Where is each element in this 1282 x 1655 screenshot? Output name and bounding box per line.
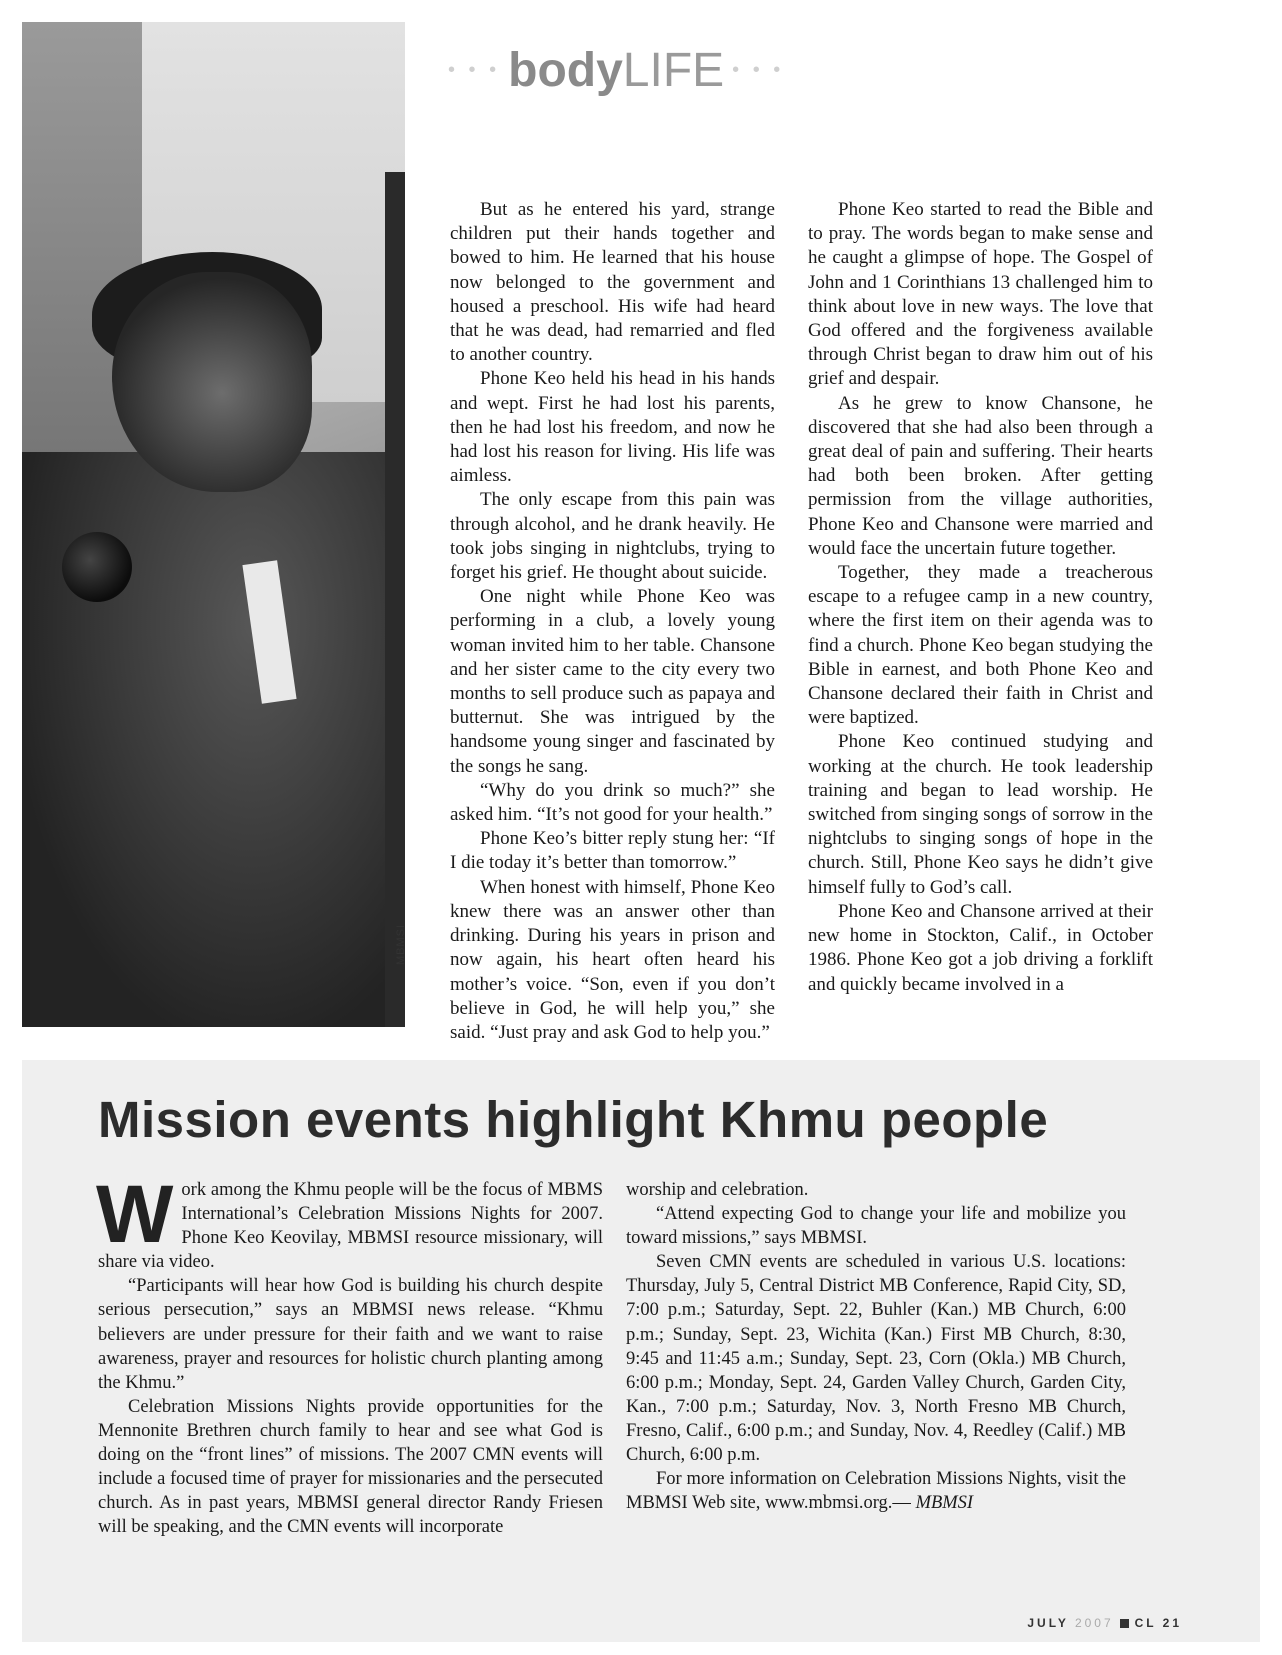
section-header	[440, 40, 792, 100]
paragraph: Phone Keo’s bitter reply stung her: “If I die today it’s better than tomorrow.”	[450, 828, 775, 874]
first-paragraph-text: ork among the Khmu people will be the focus of MBMS International’s Celebration Missions Nights for 2007. Phone Keo Keovilay, MBMSI resource missionary, will share via video.	[98, 1180, 603, 1273]
drop-cap: W	[96, 1169, 174, 1260]
paragraph: Seven CMN events are scheduled in various U.S. locations: Thursday, July 5, Central District MB Conference, Rapid City, SD, 7:00 p.m.; Saturday, Sept. 22, Buhler (Kan.) MB Church, 6:00 p.m.; Sunday, Sept. 23, Wichita (Kan.) First MB Church, 8:30, 9:45 and 11:45 a.m.; Sunday, Sept. 23, Corn (Okla.) MB Church, 6:00 p.m.; Monday, Sept. 24, Garden Valley Church, Garden City, Kan., 7:00 p.m.; Saturday, Nov. 3, North Fresno MB Church, Fresno, Calif., 6:00 p.m.; and Sunday, Nov. 4, Reedley (Calif.) MB Church, 6:00 p.m.	[626, 1252, 1126, 1466]
signature: MBMSI	[915, 1493, 974, 1514]
sidebar-column-2	[626, 1178, 1126, 1515]
header-body: body	[508, 43, 623, 97]
paragraph: As he grew to know Chansone, he discovered that she had also been through a great deal of pain and suffering. Their hearts had both been broken. After getting permission from the village authorities, Phone Keo and Chansone were married and would face the uncertain future together.	[808, 392, 1153, 559]
paragraph-last	[626, 1467, 1126, 1515]
microphone-shape	[62, 532, 132, 602]
paragraph: Phone Keo continued studying and working at the church. He took leadership training and began to lead worship. He switched from singing songs of sorrow in the nightclubs to singing songs of hope in the church. Still, Phone Keo says he didn’t give himself fully to God’s call.	[808, 731, 1153, 898]
paragraph: Phone Keo held his head in his hands and wept. First he had lost his parents, then he had lost his freedom, and now he had lost his reason for living. His life was aimless.	[450, 368, 775, 487]
paragraph: The only escape from this pain was through alcohol, and he drank heavily. He took jobs singing in nightclubs, trying to forget his grief. He thought about suicide.	[450, 489, 775, 584]
paragraph: Phone Keo and Chansone arrived at their new home in Stockton, Calif., in October 1986. Phone Keo got a job driving a forklift and quickly became involved in a	[808, 900, 1153, 995]
page-footer	[1027, 1616, 1182, 1630]
header-life: LIFE	[622, 43, 725, 97]
square-icon	[1120, 1619, 1129, 1628]
sidebar-column-1	[96, 1169, 603, 1539]
header-dots-left: • • •	[448, 58, 501, 81]
paragraph: Phone Keo started to read the Bible and to pray. The words began to make sense and he caught a glimpse of hope. The Gospel of John and 1 Corinthians 13 challenged him to think about love in new ways. The love that God offered and the forgiveness available through Christ began to draw him out of his grief and despair.	[808, 199, 1153, 390]
paragraph: Celebration Missions Nights provide opportunities for the Mennonite Brethren church family to hear and see what God is doing on the “front lines” of missions. The 2007 CMN events will include a focused time of prayer for missionaries and the persecuted church. As in past years, MBMSI general director Randy Friesen will be speaking, and the CMN events will incorporate	[98, 1396, 603, 1538]
paragraph: “Attend expecting God to change your life and mobilize you toward missions,” says MBMSI.	[626, 1204, 1126, 1249]
paragraph: Together, they made a treacherous escape to a refugee camp in a new country, where the first item on their agenda was to find a church. Phone Keo began studying the Bible in earnest, and both Phone Keo and Chansone declared their faith in Christ and were baptized.	[808, 562, 1153, 729]
paragraph: One night while Phone Keo was performing in a club, a lovely young woman invited him to her table. Chansone and her sister came to the city every two months to sell produce such as papaya and butternut. She was intrigued by the handsome young singer and fascinated by the songs he sang.	[450, 586, 775, 777]
article-column-2	[808, 198, 1153, 997]
sidebar-first-paragraph	[96, 1169, 603, 1274]
page-number: 21	[1162, 1616, 1182, 1630]
paragraph: “Participants will hear how God is building his church despite serious persecution,” says an MBMSI news release. “Khmu believers are under pressure for their faith and we want to raise awareness, prayer and resources for holistic church planting among the Khmu.”	[98, 1276, 603, 1393]
paragraph: When honest with himself, Phone Keo knew there was an answer other than drinking. During his years in prison and now again, his heart often heard his mother’s voice. “Son, even if you don’t believe in God, he will help you,” she said. “Just pray and ask God to help you.”	[450, 876, 775, 1043]
header-dots-right: • • •	[732, 58, 785, 81]
last-paragraph-text: For more information on Celebration Missions Nights, visit the MBMSI Web site, www.mbmsi.org.—	[626, 1469, 1126, 1514]
article-column-1	[450, 198, 775, 1045]
paragraph: But as he entered his yard, strange children put their hands together and bowed to him. He learned that his house now belonged to the government and housed a preschool. His wife had heard that he was dead, had remarried and fled to another country.	[450, 199, 775, 366]
paragraph: “Why do you drink so much?” she asked him. “It’s not good for your health.”	[450, 779, 775, 826]
footer-month: JULY	[1027, 1616, 1069, 1630]
sidebar-headline: Mission events highlight Khmu people	[98, 1091, 1049, 1148]
photo-credit: MBMSI	[395, 923, 407, 965]
footer-magazine: CL	[1134, 1616, 1157, 1630]
footer-year: 2007	[1074, 1616, 1114, 1630]
paragraph: worship and celebration.	[626, 1180, 809, 1200]
article-photo	[22, 22, 405, 1027]
